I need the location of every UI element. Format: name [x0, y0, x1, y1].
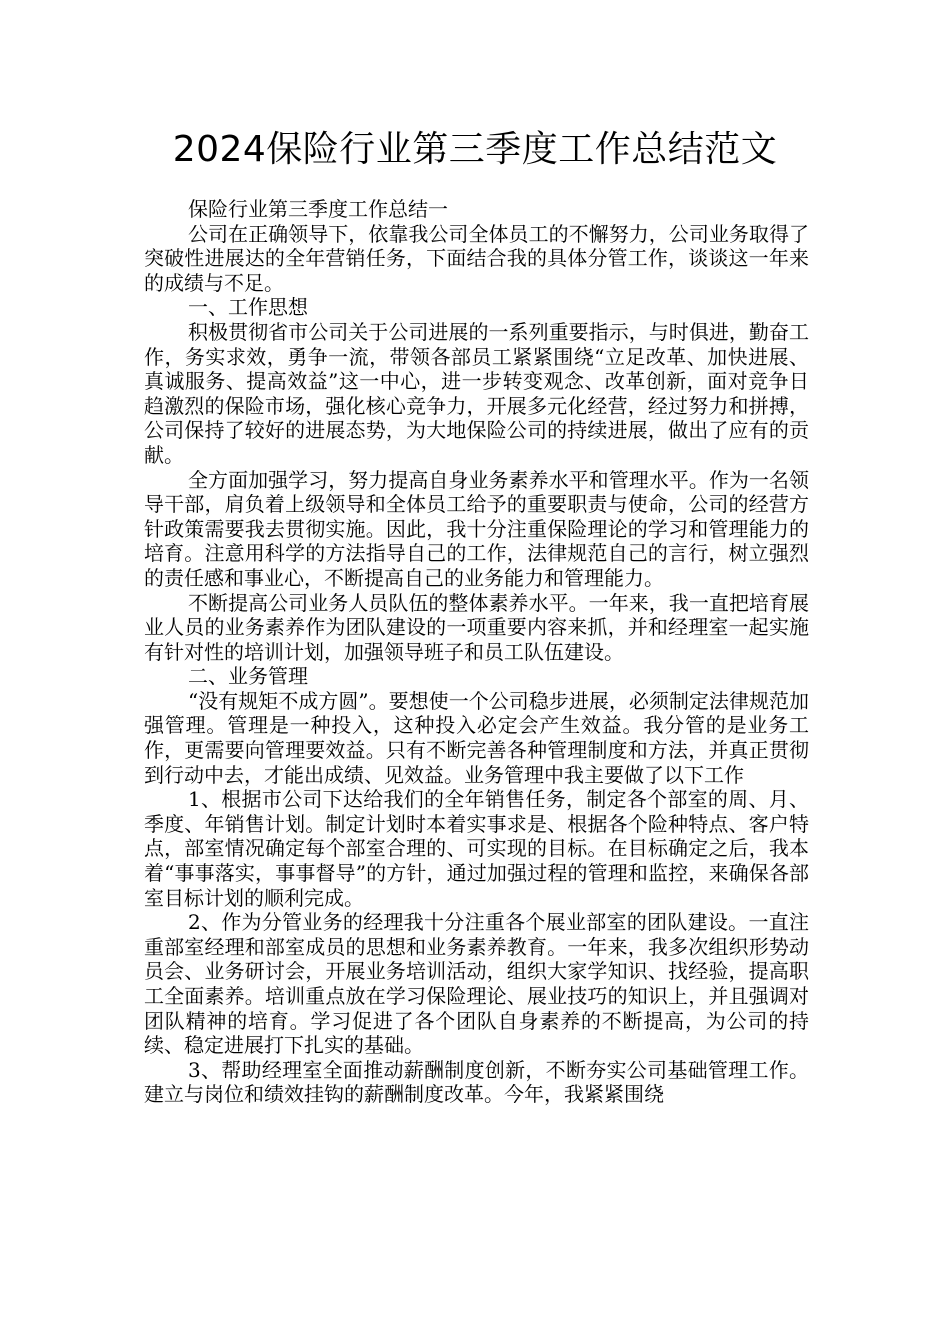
section-heading: 保险行业第三季度工作总结一	[188, 197, 448, 221]
section-heading: 二、业务管理	[188, 664, 308, 689]
body-paragraph: 积极贯彻省市公司关于公司进展的一系列重要指示，与时俱进，勤奋工作，务实求效，勇争一流，带领各部员工紧紧围绕“立足改革、加快进展、真诚服务、提高效益”这一中心，进一步转变观念、改革创新，面对竞争日趋激烈的保险市场，强化核心竞争力，开展多元化经营，经过努力和拼搏，公司保持了较好的进展态势，为大地保险公司的持续进展，做出了应有的贡献。	[144, 319, 809, 467]
body-paragraph: 3、帮助经理室全面推动薪酬制度创新，不断夯实公司基础管理工作。建立与岗位和绩效挂钩的薪酬制度改革。今年，我紧紧围绕	[144, 1057, 809, 1107]
section-heading: 一、工作思想	[188, 295, 308, 320]
document-title: 2024保险行业第三季度工作总结范文	[172, 129, 778, 170]
body-paragraph: 不断提高公司业务人员队伍的整体素养水平。一年来，我一直把培育展业人员的业务素养作为团队建设的一项重要内容来抓，并和经理室一起实施有针对性的培训计划，加强领导班子和员工队伍建设。	[144, 590, 809, 664]
body-paragraph: 1、根据市公司下达给我们的全年销售任务，制定各个部室的周、月、季度、年销售计划。制定计划时本着实事求是、根据各个险种特点、客户特点，部室情况确定每个部室合理的、可实现的目标。在目标确定之后，我本着“事事落实，事事督导”的方针，通过加强过程的管理和监控，来确保各部室目标计划的顺利完成。	[144, 787, 809, 910]
body-paragraph: “没有规矩不成方圆”。要想使一个公司稳步进展，必须制定法律规范加强管理。管理是一种投入，这种投入必定会产生效益。我分管的是业务工作，更需要向管理要效益。只有不断完善各种管理制度和方法，并真正贯彻到行动中去，才能出成绩、见效益。业务管理中我主要做了以下工作	[144, 688, 809, 787]
document-body	[144, 197, 809, 1107]
body-paragraph: 公司在正确领导下，依靠我公司全体员工的不懈努力，公司业务取得了突破性进展达的全年营销任务，下面结合我的具体分管工作，谈谈这一年来的成绩与不足。	[144, 221, 809, 295]
body-paragraph: 2、作为分管业务的经理我十分注重各个展业部室的团队建设。一直注重部室经理和部室成员的思想和业务素养教育。一年来，我多次组织形势动员会、业务研讨会，开展业务培训活动，组织大家学知识、找经验，提高职工全面素养。培训重点放在学习保险理论、展业技巧的知识上，并且强调对团队精神的培育。学习促进了各个团队自身素养的不断提高，为公司的持续、稳定进展打下扎实的基础。	[144, 910, 809, 1058]
body-paragraph: 全方面加强学习，努力提高自身业务素养水平和管理水平。作为一名领导干部，肩负着上级领导和全体员工给予的重要职责与使命，公司的经营方针政策需要我去贯彻实施。因此，我十分注重保险理论的学习和管理能力的培育。注意用科学的方法指导自己的工作，法律规范自己的言行，树立强烈的责任感和事业心，不断提高自己的业务能力和管理能力。	[144, 467, 809, 590]
